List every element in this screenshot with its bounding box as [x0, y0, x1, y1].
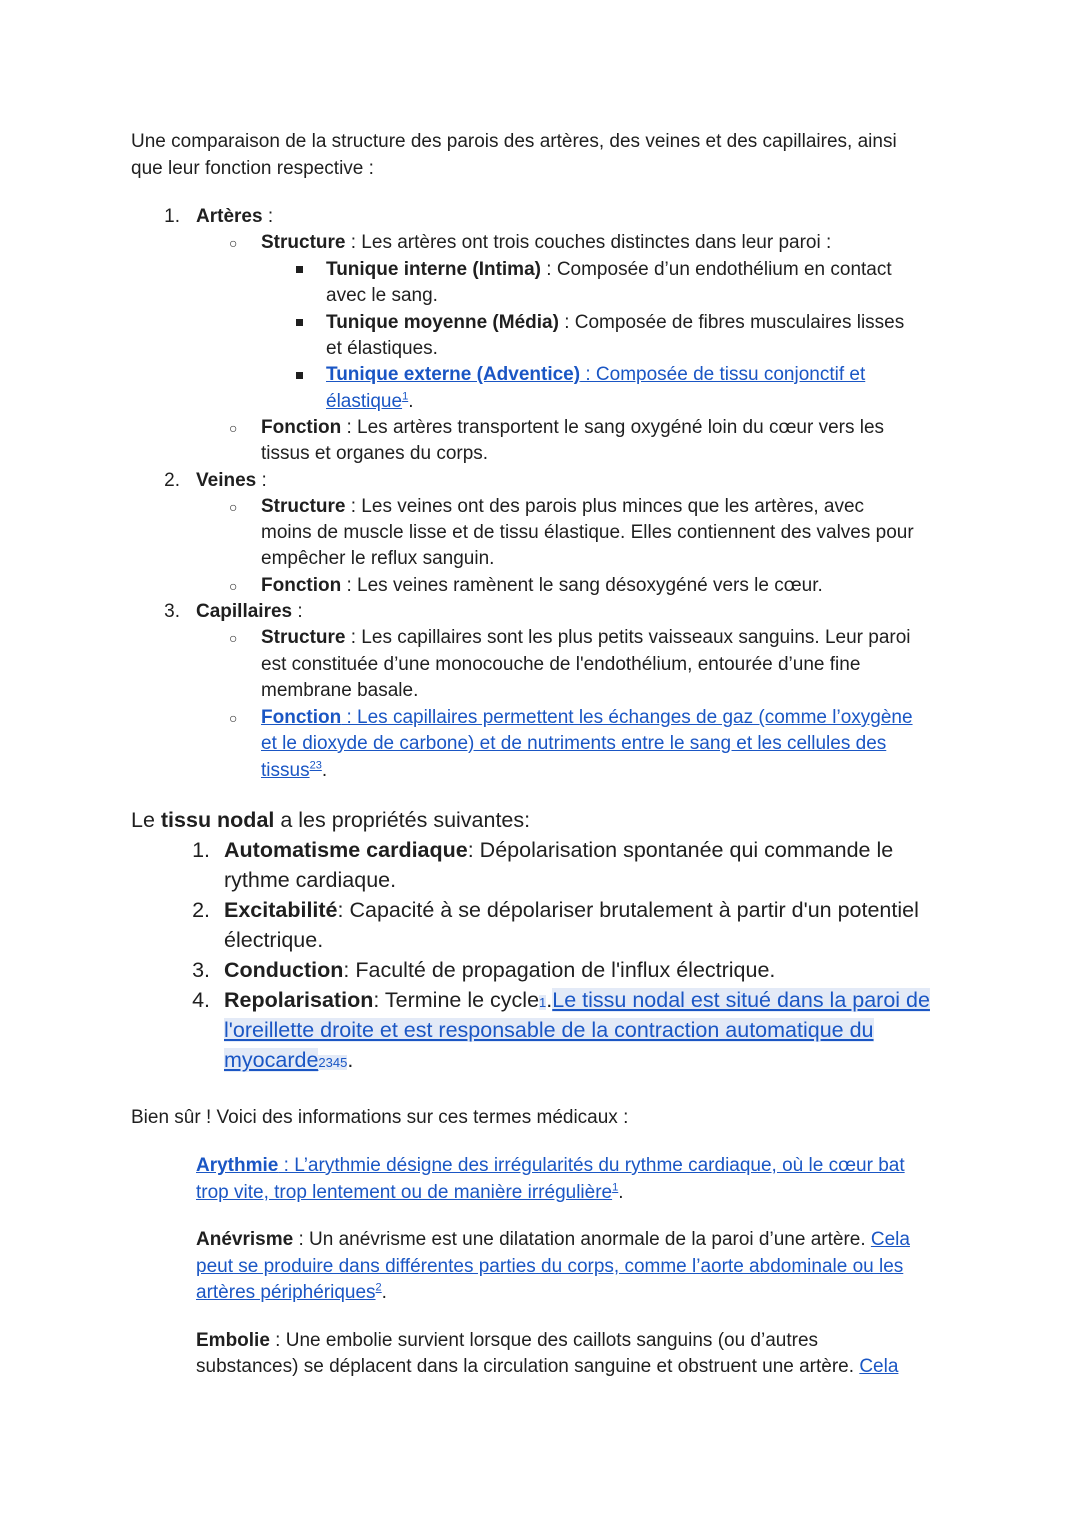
vessel-title-arteres: Artères :	[196, 206, 274, 227]
intro-line-1: Une comparaison de la structure des parois des artères, des veines et des capillaires, ainsi	[131, 131, 897, 152]
capillaires-structure-2: est constituée d’une monocouche de l'endothélium, entourée d’une fine	[261, 654, 861, 675]
square-bullet-icon	[296, 266, 303, 273]
layer-media: Tunique moyenne (Média) : Composée de fibres musculaires lisses	[326, 312, 905, 333]
list-number: 3.	[164, 601, 180, 622]
square-bullet-icon	[296, 319, 303, 326]
layer-adventice-cont[interactable]: élastique$^1$.	[326, 390, 414, 412]
vessel-title-capillaires: Capillaires :	[196, 601, 303, 622]
anevrisme-link[interactable]: Cela	[870, 1229, 910, 1250]
veines-fonction: Fonction : Les veines ramènent le sang désoxygéné vers le cœur.	[261, 575, 823, 596]
list-number: 3.	[192, 958, 210, 982]
arteres-structure: Structure : Les artères ont trois couches distinctes dans leur paroi :	[261, 232, 832, 253]
capillaires-structure: Structure : Les capillaires sont les plus petits vaisseaux sanguins. Leur paroi	[261, 627, 911, 648]
capillaires-fonction-link-3[interactable]: tissus$^{23}$.	[261, 759, 328, 781]
veines-structure-3: empêcher le reflux sanguin.	[261, 548, 495, 569]
veines-structure-2: moins de muscle lisse et de tissu élastique. Elles contiennent des valves pour	[261, 522, 914, 543]
veines-structure: Structure : Les veines ont des parois plus minces que les artères, avec	[261, 496, 865, 517]
arteres-fonction-cont: tissus et organes du corps.	[261, 443, 489, 464]
nodal-link-2: l'oreillette droite et est responsable de la contraction automatique du	[224, 1018, 874, 1042]
capillaires-structure-3: membrane basale.	[261, 680, 419, 701]
circle-bullet-icon: ○	[229, 235, 238, 251]
term-anevrisme-link-3[interactable]: artères périphériques$^2$.	[196, 1281, 387, 1303]
layer-intima-cont: avec le sang.	[326, 285, 438, 306]
capillaires-fonction-link-2[interactable]: et le dioxyde de carbone) et de nutriments entre le sang et les cellules des	[261, 733, 887, 754]
layer-media-cont: et élastiques.	[326, 338, 438, 359]
layer-intima: Tunique interne (Intima) : Composée d’un endothélium en contact	[326, 259, 892, 280]
term-embolie: Embolie : Une embolie survient lorsque des caillots sanguins (ou d’autres	[196, 1330, 819, 1351]
square-bullet-icon	[296, 372, 303, 379]
list-number: 4.	[192, 988, 210, 1012]
term-embolie-cont: substances) se déplacent dans la circulation sanguine et obstruent une artère. Cela	[196, 1356, 899, 1377]
vessel-title-veines: Veines :	[196, 470, 267, 491]
medical-intro: Bien sûr ! Voici des informations sur ces termes médicaux :	[131, 1107, 629, 1128]
list-number: 1.	[192, 838, 210, 862]
circle-bullet-icon: ○	[229, 710, 238, 726]
nodal-link[interactable]: Le tissu nodal est situé dans la paroi de	[552, 988, 930, 1012]
nodal-item-excitabilite-cont: électrique.	[224, 928, 324, 952]
term-arythmie-link[interactable]: Arythmie : L’arythmie désigne des irrégularités du rythme cardiaque, où le cœur bat	[196, 1155, 905, 1176]
nodal-item-automatisme: Automatisme cardiaque: Dépolarisation spontanée qui commande le	[224, 838, 894, 862]
list-number: 2.	[192, 898, 210, 922]
embolie-link[interactable]: Cela	[859, 1356, 899, 1377]
nodal-item-automatisme-cont: rythme cardiaque.	[224, 868, 397, 892]
nodal-item-conduction: Conduction: Faculté de propagation de l'influx électrique.	[224, 958, 776, 982]
nodal-item-excitabilite: Excitabilité: Capacité à se dépolariser brutalement à partir d'un potentiel	[224, 898, 919, 922]
capillaires-fonction-link[interactable]: Fonction : Les capillaires permettent les échanges de gaz (comme l’oxygène	[261, 707, 913, 728]
nodal-intro: Le tissu nodal a les propriétés suivantes:	[131, 808, 531, 832]
circle-bullet-icon: ○	[229, 499, 238, 515]
list-number: 2.	[164, 470, 180, 491]
circle-bullet-icon: ○	[229, 578, 238, 594]
term-arythmie-cont[interactable]: trop vite, trop lentement ou de manière irrégulière$^1$.	[196, 1181, 624, 1203]
circle-bullet-icon: ○	[229, 630, 238, 646]
nodal-item-repolarisation: Repolarisation: Termine le cycle1.Le tissu nodal est situé dans la paroi de	[224, 988, 930, 1012]
layer-adventice-link[interactable]: Tunique externe (Adventice) : Composée de tissu conjonctif et	[326, 364, 866, 385]
arteres-fonction: Fonction : Les artères transportent le sang oxygéné loin du cœur vers les	[261, 417, 885, 438]
nodal-link-3: myocarde2345.	[224, 1048, 354, 1072]
circle-bullet-icon: ○	[229, 420, 238, 436]
term-anevrisme: Anévrisme : Un anévrisme est une dilatation anormale de la paroi d’une artère. Cela	[196, 1229, 910, 1250]
intro-line-2: que leur fonction respective :	[131, 158, 374, 179]
term-anevrisme-link-2[interactable]: peut se produire dans différentes parties du corps, comme l’aorte abdominale ou les	[196, 1256, 904, 1277]
list-number: 1.	[164, 206, 180, 227]
